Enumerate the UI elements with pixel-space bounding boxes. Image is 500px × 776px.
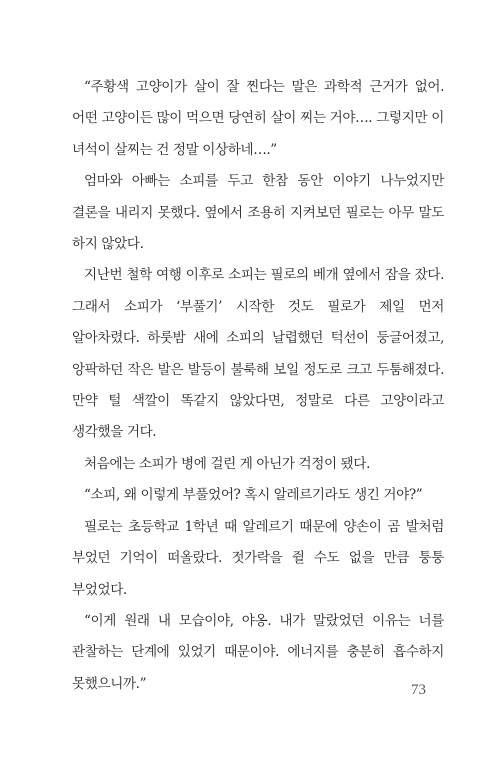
paragraph: 처음에는 소피가 병에 걸린 게 아닌가 걱정이 됐다. (84, 455, 370, 472)
paragraph: 지난번 철학 여행 이후로 소피는 필로의 베개 옆에서 잠을 잤다. 그래서 소피가 ‘부풀기’ 시작한 것도 필로가 제일 먼저 알아차렸다. 하룻밤 새에 소피의 날렵했던 턱선이 둥글어졌고, 앙팍하던 작은 발은 발등이 불룩해 보일 정도로 크고 두툼해졌다. 만약 털 색깔이 똑같지 않았다면, 정말로 다른 고양이라고 생각했을 거다. (72, 267, 444, 441)
paragraph: “이게 원래 내 모습이야, 야옹. 내가 말랐었던 이유는 너를 관찰하는 단계에 있었기 때문이야. 에너지를 충분히 흡수하지 못했으니까.” (72, 612, 444, 692)
paragraph: 엄마와 아빠는 소피를 두고 한참 동안 이야기 나누었지만 결론을 내리지 못했다. 옆에서 조용히 지켜보던 필로는 아무 말도 하지 않았다. (72, 173, 444, 253)
paragraph: “소피, 왜 이렇게 부풀었어? 혹시 알레르기라도 생긴 거야?” (84, 487, 423, 504)
paragraph: 필로는 초등학교 1학년 때 알레르기 때문에 양손이 곰 발처럼 부었던 기억이 떠올랐다. 젓가락을 쥘 수도 없을 만큼 퉁퉁 부었었다. (72, 518, 444, 598)
body-text (72, 72, 444, 700)
page-number: 73 (411, 682, 426, 698)
paragraph: “주황색 고양이가 살이 잘 찐다는 말은 과학적 근거가 없어. 어떤 고양이든 많이 먹으면 당연히 살이 찌는 거야…. 그렇지만 이 녀석이 살찌는 건 정말 이상하네….” (72, 79, 444, 158)
